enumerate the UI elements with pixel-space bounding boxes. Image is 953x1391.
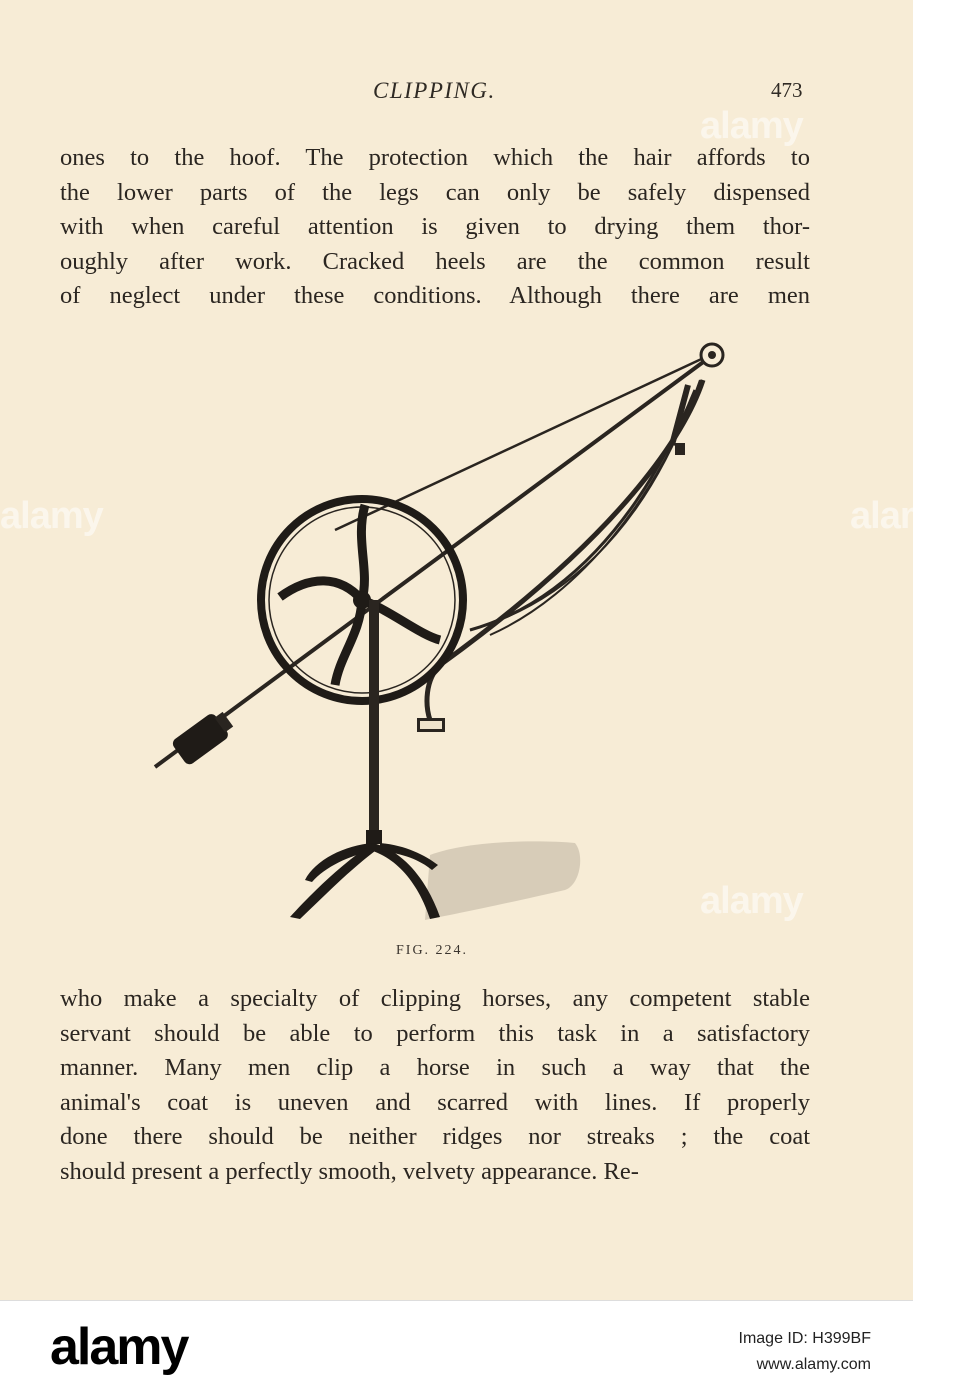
watermark: alamy bbox=[700, 105, 803, 147]
image-id: Image ID: H399BF bbox=[738, 1330, 871, 1347]
text-line: who make a specialty of clipping horses, any competent stable bbox=[60, 985, 810, 1012]
text-line: done there should be neither ridges nor streaks ; the coat bbox=[60, 1123, 810, 1150]
text-line: should present a perfectly smooth, velvety appearance. Re- bbox=[60, 1157, 639, 1185]
figure-caption: FIG. 224. bbox=[396, 943, 469, 958]
stock-footer bbox=[0, 1300, 913, 1391]
watermark: alamy bbox=[850, 495, 953, 537]
clipping-machine-illustration bbox=[140, 335, 740, 935]
running-header: CLIPPING. bbox=[373, 78, 496, 103]
watermark: alamy bbox=[700, 880, 803, 922]
text-line: of neglect under these conditions. Although there are men bbox=[60, 282, 810, 309]
site-url: www.alamy.com bbox=[756, 1356, 871, 1373]
text-line: oughly after work. Cracked heels are the common result bbox=[60, 247, 810, 275]
text-line: manner. Many men clip a horse in such a way that the bbox=[60, 1054, 810, 1081]
paragraph-top bbox=[60, 141, 810, 314]
text-line: with when careful attention is given to drying them thor- bbox=[60, 213, 810, 240]
page-number: 473 bbox=[771, 78, 803, 102]
text-line: animal's coat is uneven and scarred with lines. If properly bbox=[60, 1088, 810, 1116]
text-line: servant should be able to perform this task in a satisfactory bbox=[60, 1019, 810, 1047]
text-line: the lower parts of the legs can only be safely dispensed bbox=[60, 178, 810, 206]
paragraph-bottom bbox=[60, 982, 810, 1189]
alamy-logo: alamy bbox=[50, 1318, 188, 1376]
text-line: ones to the hoof. The protection which the hair affords to bbox=[60, 144, 810, 171]
image-id-block bbox=[739, 1326, 872, 1378]
watermark: alamy bbox=[0, 495, 103, 537]
